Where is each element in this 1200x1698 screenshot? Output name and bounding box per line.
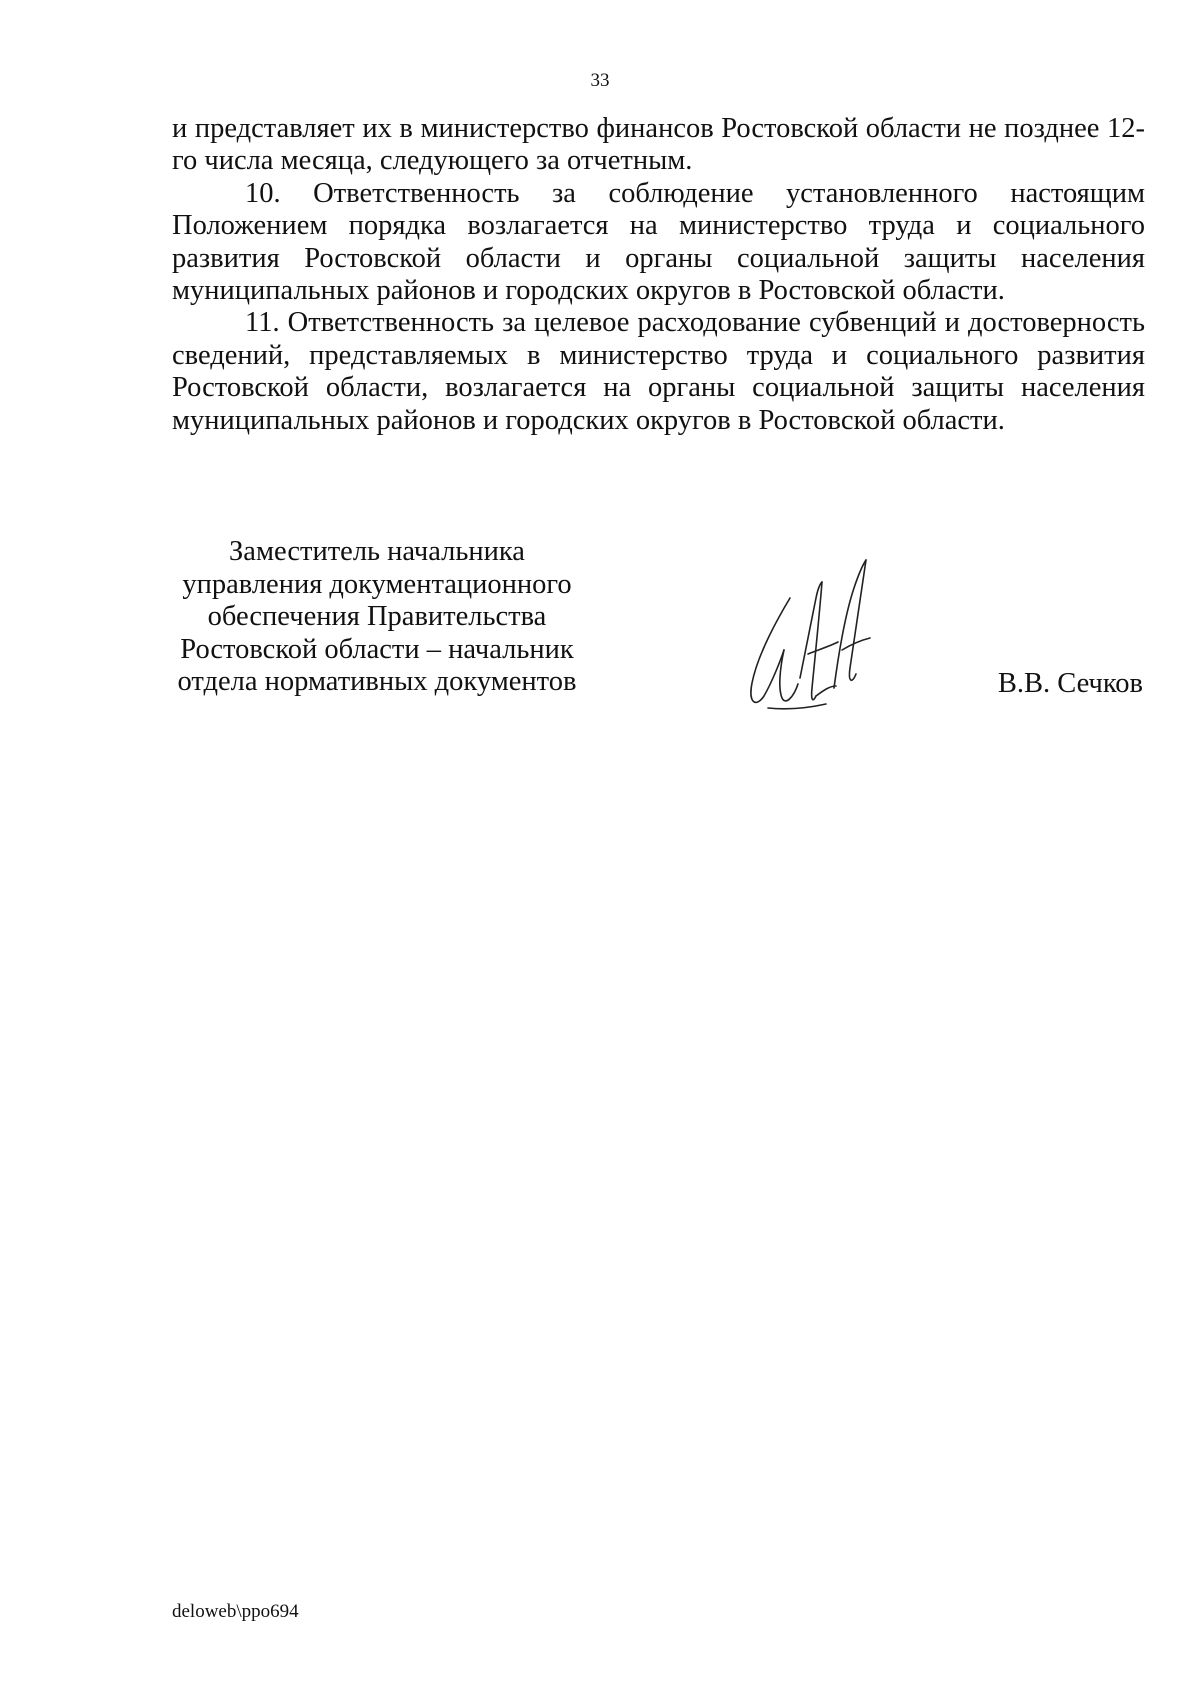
paragraph-10: 10. Ответственность за соблюдение установленного настоящим Положением порядка возлагается на министерство труда и социального развития Ростовской области и органы социальной защиты населения муниципальных районов и городских округов в Ростовской области. [172,177,1145,307]
signer-title-line: обеспечения Правительства [207,601,547,633]
signer-title-line: Заместитель начальника [229,536,525,567]
signer-title-line: отдела нормативных документов [177,666,577,698]
signer-title-line: управления документационного [182,568,572,600]
paragraph-11: 11. Ответственность за целевое расходование субвенций и достоверность сведений, представляемых в министерство труда и социального развития Ростовской области, возлагается на органы социальной защиты населения муниципальных районов и городских округов в Ростовской области. [172,307,1145,436]
document-code: deloweb\ppo694 [172,1601,299,1622]
signer-title [172,536,582,699]
signer-name: В.В. Сечков [997,668,1143,699]
handwritten-signature [738,558,888,718]
page-number: 33 [590,70,610,91]
paragraph-continuation: и представляет их в министерство финансов Ростовской области не позднее 12-го числа месяца, следующего за отчетным. [172,113,1145,177]
signer-title-line: Ростовской области – начальник [180,633,574,665]
document-body [172,113,1145,437]
